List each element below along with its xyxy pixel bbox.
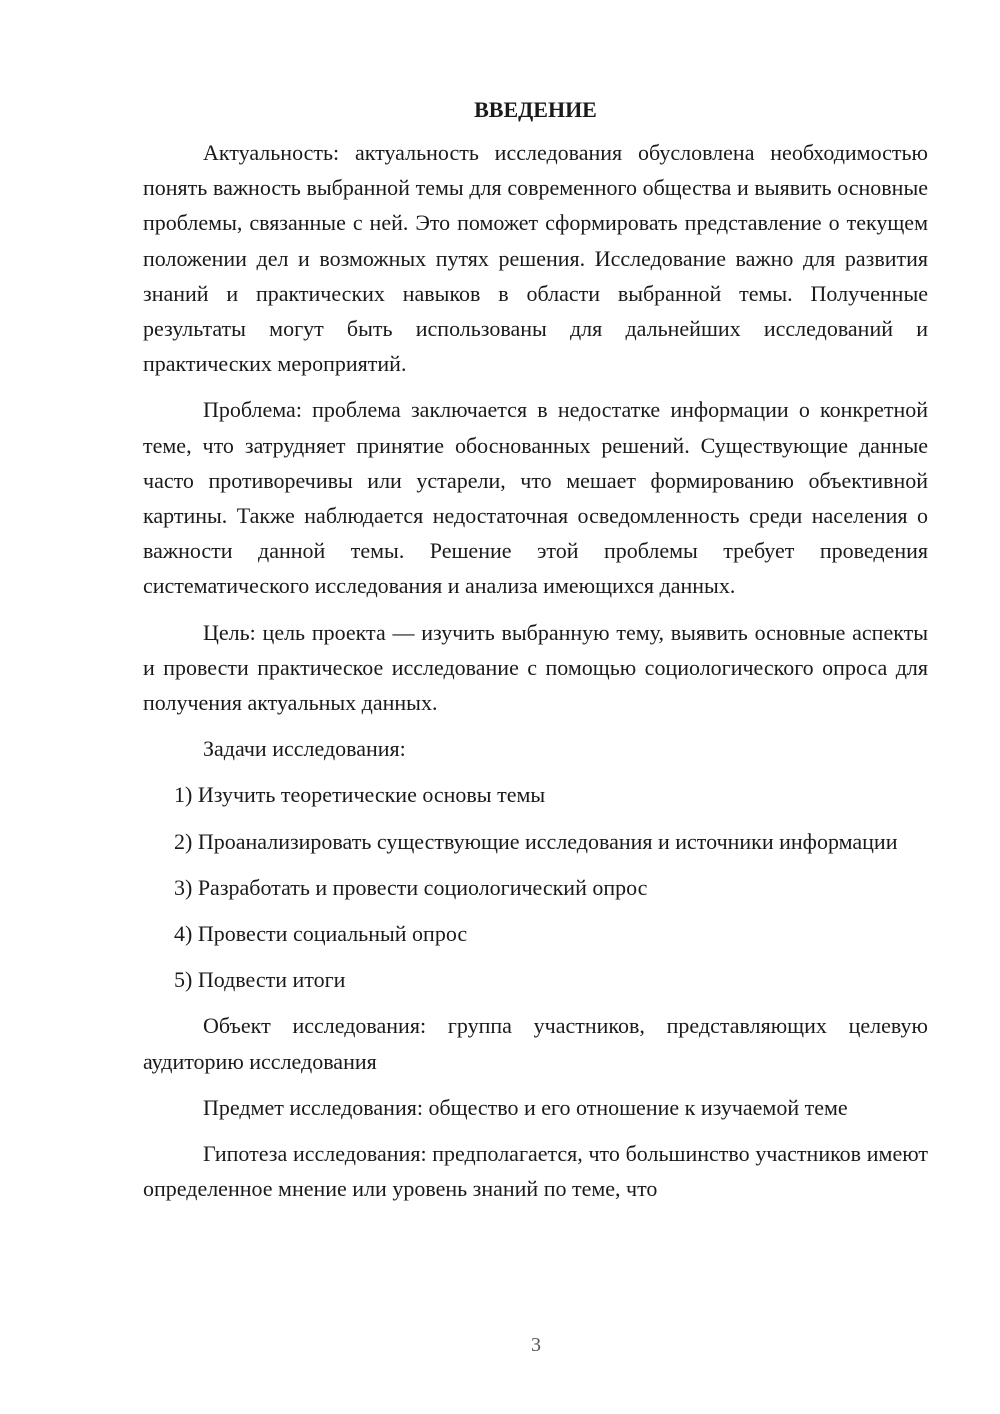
paragraph-goal: Цель: цель проекта — изучить выбранную тему, выявить основные аспекты и провести практическое исследование с помощью социологического опроса для получения актуальных данных. bbox=[143, 619, 928, 716]
task-item: 4) Провести социальный опрос bbox=[174, 921, 468, 947]
paragraph-tasks-heading: Задачи исследования: bbox=[203, 736, 406, 762]
paragraph-hypothesis: Гипотеза исследования: предполагается, что большинство участников имеют определенное мнение или уровень знаний по теме, что bbox=[143, 1141, 928, 1202]
section-title: ВВЕДЕНИЕ bbox=[474, 97, 597, 122]
paragraph-problem: Проблема: проблема заключается в недостатке информации о конкретной теме, что затрудняет принятие обоснованных решений. Существующие данные часто противоречивы или устарели, что мешает формированию объективной картины. Также наблюдается недостаточная осведомленность среди населения о важности данной темы. Решение этой проблемы требует проведения систематического исследования и анализа имеющихся данных. bbox=[143, 397, 928, 599]
page-number: 3 bbox=[531, 1334, 541, 1356]
task-item: 1) Изучить теоретические основы темы bbox=[174, 782, 546, 808]
document-page bbox=[143, 96, 928, 1217]
task-item: 2) Проанализировать существующие исследования и источники информации bbox=[174, 828, 898, 854]
task-item: 3) Разработать и провести социологический опрос bbox=[174, 874, 648, 900]
paragraph-subject: Предмет исследования: общество и его отношение к изучаемой теме bbox=[203, 1094, 848, 1120]
paragraph-relevance: Актуальность: актуальность исследования обусловлена необходимостью понять важность выбранной темы для современного общества и выявить основные проблемы, связанные с ней. Это поможет сформировать представление о текущем положении дел и возможных путях решения. Исследование важно для развития знаний и практических навыков в области выбранной темы. Полученные результаты могут быть использованы для дальнейших исследований и практических мероприятий. bbox=[143, 140, 928, 377]
paragraph-object: Объект исследования: группа участников, представляющих целевую аудиторию исследования bbox=[143, 1013, 928, 1074]
task-item: 5) Подвести итоги bbox=[174, 967, 346, 993]
